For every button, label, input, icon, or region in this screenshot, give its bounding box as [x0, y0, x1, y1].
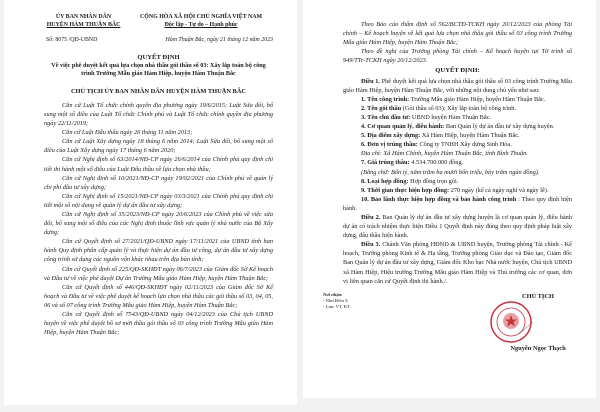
item-text: : Theo quy định hiện hành. — [343, 195, 573, 212]
item-label: 5. Địa điểm xây dựng: — [361, 132, 421, 140]
item-text: Trường Mẫu giáo Hàm Hiệp, huyện Hàm Thuận Bắc. — [410, 95, 546, 103]
decision-item — [343, 95, 572, 104]
decision-item — [343, 113, 572, 122]
item-label: 6. Đơn vị trúng thầu: — [361, 141, 418, 149]
item-text: Hợp đồng trọn gói. — [410, 177, 459, 185]
decision-item — [343, 177, 572, 186]
item-text: (Bằng chữ: Bốn tỷ, năm trăm ba mươi bốn triệu, bảy trăm ngàn đồng). — [361, 168, 540, 176]
legal-basis: Căn cứ Luật Đấu thầu ngày 26 tháng 11 năm 2013; — [62, 129, 193, 137]
item-text: (Gói thầu số 03): Xây lắp toàn bộ công trình. — [402, 104, 517, 112]
item-label: 10. Bảo lãnh thực hiện hợp đồng và bảo hành công trình — [361, 195, 517, 203]
recipient: - Như Điều 3; — [323, 297, 349, 303]
issuing-agency — [38, 14, 129, 30]
decision-item — [343, 122, 572, 131]
document-page-1 — [4, 0, 297, 405]
decision-item — [343, 158, 572, 167]
legal-bases — [44, 101, 273, 337]
legal-basis: Căn cứ Luật Tổ chức chính quyền địa phương ngày 19/6/2015; Luật Sửa đổi, bổ sung một số điều của Luật Tổ chức Chính phủ và Luật Tổ chức chính quyền địa phương ngày 22/11/2019; — [44, 101, 273, 128]
article-1 — [343, 77, 572, 95]
recipients — [323, 292, 351, 310]
agency-line: ỦY BAN NHÂN DÂN — [55, 14, 112, 20]
decision-item — [343, 149, 572, 158]
decision-item — [343, 195, 572, 213]
document-header — [38, 14, 273, 30]
item-label: 8. Loại hợp đồng: — [361, 177, 409, 185]
item-label: 9. Thời gian thực hiện hợp đồng: — [361, 186, 450, 194]
legal-basis: Căn cứ Quyết định số 225/QĐ-SKHĐT ngày 06/7/2023 của Giám đốc Sở Kế hoạch và Đầu tư về việc phê duyệt Dự án Trường Mẫu giáo Hàm Hiệp, huyện Hàm Thuận Bắc; — [44, 265, 273, 282]
national-motto — [129, 14, 273, 30]
article-text: Phê duyệt kết quả lựa chọn nhà thầu gói thầu số 03 công trình Trường Mẫu giáo Hàm Hiệp, huyện Hàm Thuận Bắc, với những nội dung chủ yếu như sau: — [343, 77, 572, 94]
recipient: - Lưu: VT, KT. — [323, 303, 351, 309]
report-basis: Theo đề nghị của Trưởng phòng Tài chính – Kế hoạch huyện tại Tờ trình số 949/TTr-TCKH ngày 20/12/2023. — [343, 48, 572, 65]
decision-item — [343, 131, 572, 140]
decision-heading: QUYẾT ĐỊNH: — [435, 67, 480, 75]
item-label: 2. Tên gói thầu — [361, 104, 402, 112]
article-3 — [343, 240, 572, 285]
recipients-title: Nơi nhận: — [323, 291, 343, 297]
article-2 — [343, 213, 572, 240]
item-text: Xã Hàm Hiệp, huyện Hàm Thuận Bắc. — [421, 132, 520, 140]
decision-item — [343, 168, 572, 177]
item-text: Công ty TNHH Xây dựng Sinh Hòa. — [419, 141, 512, 149]
document-number: Số: 8075 /QĐ-UBND — [46, 36, 98, 43]
document-title: QUYẾT ĐỊNH — [137, 53, 180, 61]
article-1-items — [343, 95, 572, 213]
article-label: Điều 2. — [361, 213, 381, 221]
item-label: 4. Cơ quan quản lý, điều hành: — [361, 123, 445, 131]
place-date: Hàm Thuận Bắc, ngày 21 tháng 12 năm 2023 — [165, 36, 273, 43]
article-label: Điều 1. — [361, 77, 380, 85]
item-label: 3. Tên chủ đầu tư: — [361, 113, 411, 121]
decision-item — [343, 140, 572, 149]
legal-basis: Căn cứ Quyết định số 446/QĐ-SKHĐT ngày 02/11/2023 của Giám đốc Sở Kế hoạch và Đầu tư về việc phê duyệt kế hoạch lựa chọn nhà thầu các gói thầu số 03, 04, 05, 06 và số 07 công trình Trường Mẫu giáo Hàm Hiệp, huyện Hàm Thuận Bắc; — [44, 283, 273, 309]
decision-item — [343, 186, 572, 195]
item-text: Địa chỉ: Xã Hàm Chính, huyện Hàm Thuận Bắc, tỉnh Bình Thuận. — [361, 150, 528, 158]
article-text: Ban Quản lý dự án đầu tư xây dựng huyện là cơ quan quản lý, điều hành dự án có trách nhiệm thực hiện Điều 1 Quyết định này đúng theo quy định pháp luật xây dựng, đấu thầu hiện hành. — [343, 213, 572, 240]
item-text: 270 ngày (kể cả ngày nghỉ và ngày lễ). — [450, 186, 549, 194]
item-text: 4.534.700.000 đồng. — [411, 159, 464, 167]
legal-basis: Căn cứ Nghị định số 10/2021/NĐ-CP ngày 19/02/2021 của Chính phủ về quản lý chi phí đầu tư xây dựng; — [44, 174, 273, 191]
legal-basis: Căn cứ Quyết định số 7543/QĐ-UBND ngày 04/12/2023 của Chủ tịch UBND huyện về việc phê duyệt hồ sơ mời thầu gói thầu số 03 công trình Trường Mẫu giáo Hàm Hiệp, huyện Hàm Thuận Bắc; — [44, 311, 273, 337]
signer-name: Nguyễn Ngọc Thạch — [510, 344, 566, 352]
agency-line: HUYỆN HÀM THUẬN BẮC — [46, 21, 121, 28]
reports-bases — [343, 20, 572, 65]
legal-basis: Căn cứ Quyết định số 27/2021/QĐ-UBND ngày 17/11/2021 của UBND tỉnh ban hành Quy định phân cấp quản lý và thực hiện dự án đầu tư công, dự án đầu tư xây dựng công trình sử dụng các nguồn vốn khác nhau trên địa bàn tỉnh; — [44, 238, 273, 264]
item-label: 1. Tên công trình: — [361, 95, 410, 103]
legal-basis: Căn cứ Luật Xây dựng ngày 18 tháng 6 năm 2014; Luật Sửa đổi, bổ sung một số điều của Luật Xây dựng ngày 17 tháng 6 năm 2020; — [44, 138, 273, 155]
item-text: Ban Quản lý dự án đầu tư xây dựng huyện. — [445, 123, 555, 131]
document-page-2 — [303, 0, 596, 398]
official-seal-icon — [489, 300, 533, 344]
legal-basis: Căn cứ Nghị định số 35/2023/NĐ-CP ngày 20/6/2023 của Chính phủ về việc sửa đổi, bổ sung một số điều của các Nghị định thuộc lĩnh vực quản lý nhà nước của Bộ Xây dựng; — [44, 211, 273, 237]
item-text: UBND huyện Hàm Thuận Bắc. — [411, 113, 492, 121]
legal-basis: Căn cứ Nghị định số 63/2014/NĐ-CP ngày 26/6/2014 của Chính phủ quy định chi tiết thi hành một số điều của Luật Đấu thầu về lựa chọn nhà thầu; — [44, 156, 273, 173]
signature-block — [483, 292, 593, 352]
motto: Độc lập - Tự do – Hạnh phúc — [164, 21, 238, 28]
signer-title: CHỦ TỊCH — [521, 292, 555, 300]
authority-heading: CHỦ TỊCH ỦY BAN NHÂN DÂN HUYỆN HÀM THUẬN BẮC — [70, 87, 247, 95]
country-name: CỘNG HÒA XÃ HỘI CHỦ NGHĨA VIỆT NAM — [140, 14, 263, 20]
decision-item — [343, 104, 572, 113]
item-label: 7. Giá trúng thầu: — [361, 159, 410, 167]
document-subtitle: Về việc phê duyệt kết quả lựa chọn nhà thầu gói thầu số 03: Xây lắp toàn bộ công trình Trường Mẫu giáo Hàm Hiệp, huyện Hàm Thuận Bắc — [51, 61, 266, 77]
article-label: Điều 3. — [361, 241, 381, 249]
legal-basis: Căn cứ Nghị định số 15/2021/NĐ-CP ngày 03/3/2021 của Chính phủ quy định chi tiết một số nội dung về quản lý dự án đầu tư xây dựng; — [44, 192, 273, 209]
report-basis: Theo Báo cáo thẩm định số 562/BCTĐ-TCKH ngày 20/12/2023 của phòng Tài chính – Kế hoạch huyện về kết quả lựa chọn nhà thầu gói thầu số 03 công trình Trường Mẫu giáo Hàm Hiệp, huyện Hàm Thuận Bắc; — [343, 21, 572, 47]
article-text: Chánh Văn phòng HĐND & UBND huyện, Trưởng phòng Tài chính - Kế hoạch, Trưởng phòng Kinh tế & Hạ tầng, Trưởng phòng Giáo dục và Đào tạo, Giám đốc Ban Quản lý dự án đầu tư xây dựng, Giám đốc Kho bạc Nhà nước huyện, Chủ tịch UBND xã Hàm Hiệp, Hiệu trưởng Trường Mẫu giáo Hàm Hiệp và Thủ trưởng các cơ quan, đơn vị liên quan căn cứ Quyết định thi hành./. — [343, 241, 572, 285]
